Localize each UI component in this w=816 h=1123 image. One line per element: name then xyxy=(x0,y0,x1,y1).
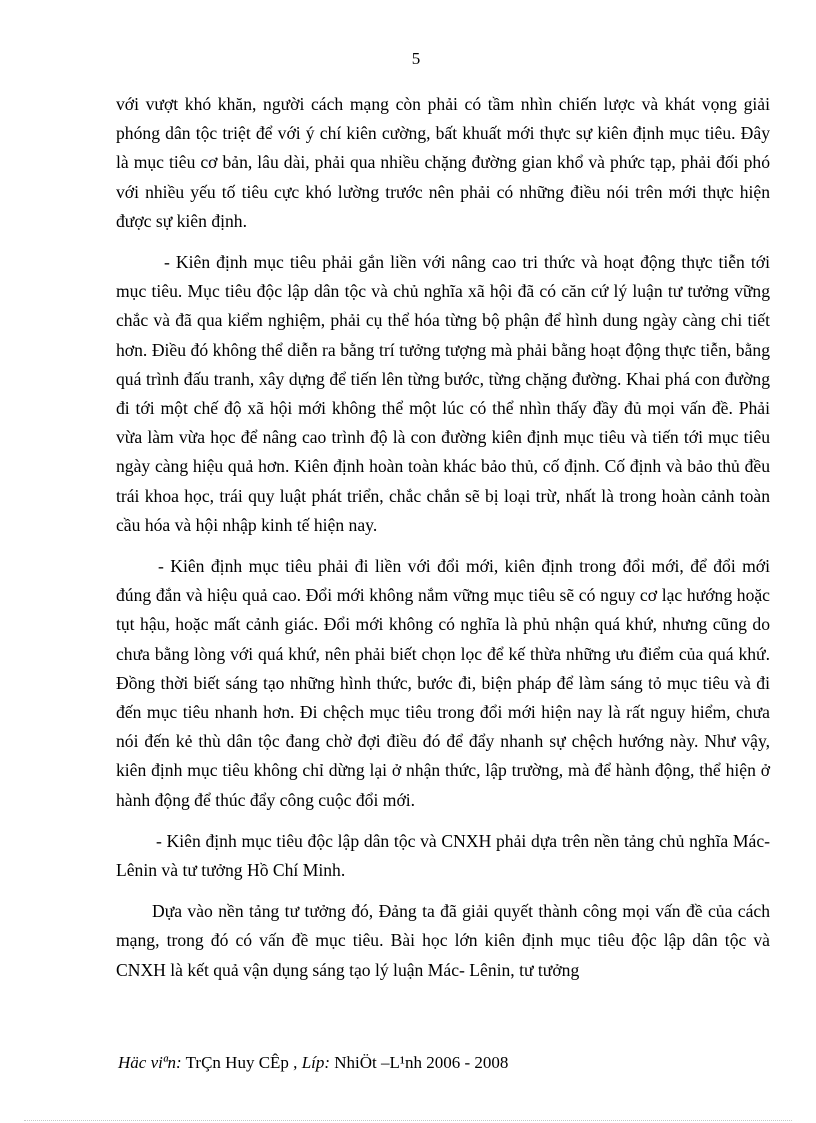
paragraph-ideological-foundation: Dựa vào nền tảng tư tưởng đó, Đảng ta đã giải quyết thành công mọi vấn đề của cách mạng, trong đó có vấn đề mục tiêu. Bài học lớn kiên định mục tiêu độc lập dân tộc và CNXH là kết quả vận dụng sáng tạo lý luận Mác- Lênin, tư tưởng xyxy=(116,901,770,980)
paragraph-continuation: với vượt khó khăn, người cách mạng còn phải có tầm nhìn chiến lược và khát vọng giải phóng dân tộc triệt để với ý chí kiên cường, bất khuất mới thực sự kiên định mục tiêu. Đây là mục tiêu cơ bản, lâu dài, phải qua nhiều chặng đường gian khổ và phức tạp, phải đối phó với nhiều yếu tố tiêu cực khó lường trước nên phải có những điều nói trên mới thực hiện được sự kiên định. xyxy=(116,94,770,231)
paragraph-marxism-leninism: - Kiên định mục tiêu độc lập dân tộc và CNXH phải dựa trên nền tảng chủ nghĩa Mác- Lênin và tư tưởng Hồ Chí Minh. xyxy=(116,830,770,881)
student-label: Häc viªn: xyxy=(118,1053,182,1072)
class-label: Líp: xyxy=(297,1053,331,1072)
class-name: NhiÖt –L¹nh 2006 - 2008 xyxy=(330,1053,509,1072)
paragraph-knowledge-practice: - Kiên định mục tiêu phải gắn liền với nâng cao tri thức và hoạt động thực tiễn tới mục tiêu. Mục tiêu độc lập dân tộc và chủ nghĩa xã hội đã có căn cứ lý luận tư tưởng vững chắc và đã qua kiểm nghiệm, phải cụ thể hóa từng bộ phận để hình dung ngày càng chi tiết hơn. Điều đó không thể diễn ra bằng trí tưởng tượng mà phải bằng hoạt động thực tiễn, bằng quá trình đấu tranh, xây dựng để tiến lên từng bước, từng chặng đường. Khai phá con đường đi tới một chế độ xã hội mới không thể một lúc có thể nhìn thấy đầy đủ mọi vấn đề. Phải vừa làm vừa học để nâng cao trình độ là con đường kiên định mục tiêu và tiến tới mục tiêu ngày càng hiệu quả hơn. Kiên định hoàn toàn khác bảo thủ, cố định. Cố định và bảo thủ đều trái khoa học, trái quy luật phát triển, chắc chắn sẽ bị loại trừ, nhất là trong hoàn cảnh toàn cầu hóa và hội nhập kinh tế hiện nay. xyxy=(116,252,770,535)
paragraph-renovation: - Kiên định mục tiêu phải đi liền với đổi mới, kiên định trong đổi mới, để đổi mới đúng đắn và hiệu quả cao. Đổi mới không nắm vững mục tiêu sẽ có nguy cơ lạc hướng hoặc tụt hậu, hoặc mất cảnh giác. Đổi mới không có nghĩa là phủ nhận quá khứ, nhưng cũng do chưa bằng lòng với quá khứ, nên phải biết chọn lọc để kế thừa những ưu điểm của quá khứ. Đồng thời biết sáng tạo những hình thức, bước đi, biện pháp để làm sáng tỏ mục tiêu và đi đến mục tiêu nhanh hơn. Đi chệch mục tiêu trong đổi mới hiện nay là rất nguy hiểm, chưa nói đến kẻ thù dân tộc đang chờ đợi điều đó để đẩy nhanh sự chệch hướng này. Như vậy, kiên định mục tiêu không chỉ dừng lại ở nhận thức, lập trường, mà để hành động, thể hiện ở hành động để thúc đẩy công cuộc đổi mới. xyxy=(116,556,770,810)
page-bottom-divider xyxy=(24,1120,792,1121)
student-name: TrÇn Huy CÊp , xyxy=(181,1053,298,1072)
page-number: 5 xyxy=(411,49,421,68)
page-footer xyxy=(118,1052,758,1074)
body-text xyxy=(116,90,770,985)
